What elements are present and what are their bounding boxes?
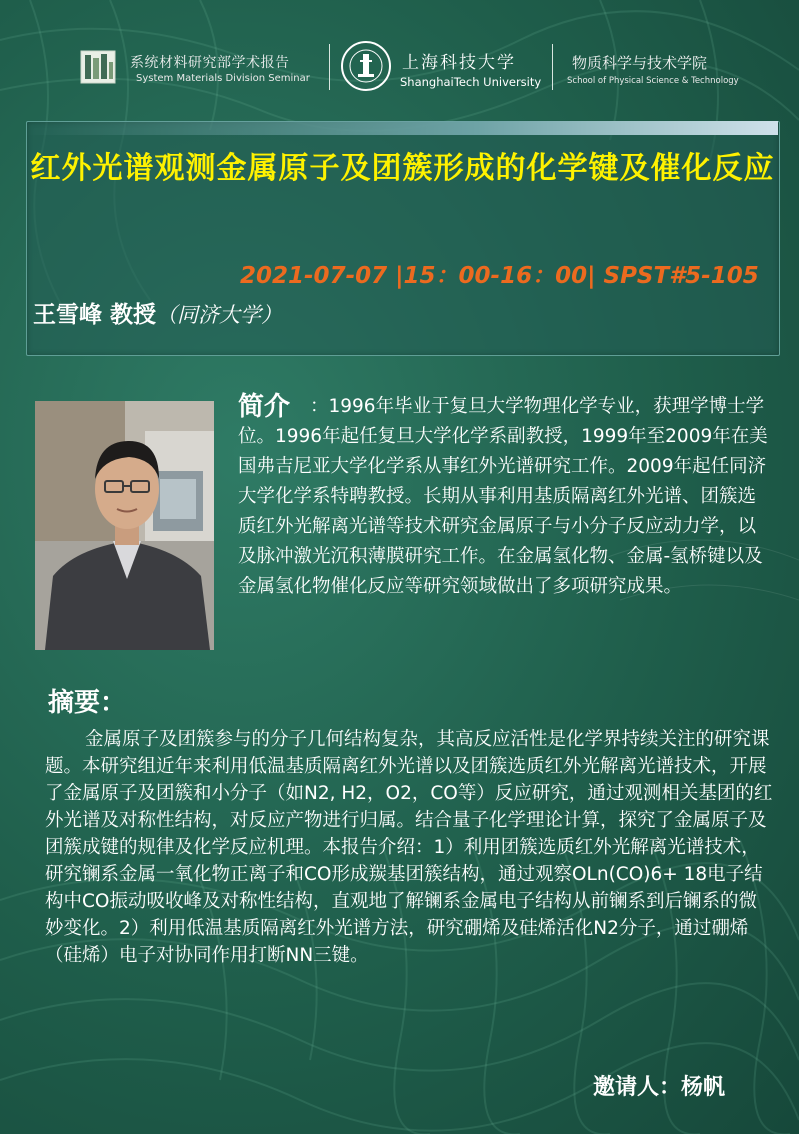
speaker-affiliation: （同济大学） — [156, 303, 283, 327]
talk-datetime-location: 2021-07-07 |15：00-16：00| SPST#5-105 — [240, 263, 759, 289]
title-panel-gradient-bar — [26, 121, 778, 135]
school-name-en: School of Physical Science & Technology — [567, 76, 739, 86]
seminar-title-cn: 系统材料研究部学术报告 — [130, 55, 290, 71]
shanghaitech-seal-icon — [340, 40, 392, 92]
inviter: 邀请人：杨帆 — [593, 1075, 726, 1100]
university-name-en: ShanghaiTech University — [400, 75, 542, 89]
abstract-label: 摘要： — [48, 688, 127, 718]
bio-label: 简介 — [238, 392, 291, 422]
header-bar — [0, 38, 799, 102]
header-divider — [329, 44, 330, 90]
school-name-cn: 物质科学与技术学院 — [572, 54, 708, 72]
speaker-line — [33, 296, 282, 329]
abstract-text: 金属原子及团簇参与的分子几何结构复杂，其高反应活性是化学界持续关注的研究课题。本研究组近年来利用低温基质隔离红外光谱以及团簇选质红外光解离光谱技术，开展了金属原子及团簇和小分子（如N2, H2，O2，CO等）反应研究，通过观测相关基团的红外光谱及对称性结构，对反应产物进行归属。结合量子化学理论计算，探究了金属原子及团簇成键的规律及化学反应机理。本报告介绍：1）利用团簇选质红外光解离光谱技术，研究镧系金属一氧化物正离子和CO形成羰基团簇结构，通过观察OLn(CO)6+ 18电子结构中CO振动吸收峰及对称性结构，直观地了解镧系金属电子结构从前镧系到后镧系的微妙变化。2）利用低温基质隔离红外光谱方法，研究硼烯及硅烯活化N2分子，通过硼烯（硅烯）电子对协同作用打断NN三键。 — [45, 729, 773, 966]
speaker-name: 王雪峰 教授 — [33, 302, 157, 328]
speaker-photo — [35, 401, 214, 650]
header-divider — [552, 44, 553, 90]
bio-text: ：1996年毕业于复旦大学物理化学专业，获理学博士学位。1996年起任复旦大学化学系副教授，1999年至2009年在美国弗吉尼亚大学化学系从事红外光谱研究工作。2009年起任同济大学化学系特聘教授。长期从事利用基质隔离红外光谱、团簇选质红外光解离光谱等技术研究金属原子与小分子反应动力学，以及脉冲激光沉积薄膜研究工作。在金属氢化物、金属-氢桥键以及金属氢化物催化反应等研究领域做出了多项研究成果。 — [238, 396, 768, 597]
seminar-title-en: System Materials Division Seminar — [136, 73, 310, 84]
talk-title: 红外光谱观测金属原子及团簇形成的化学键及催化反应 — [30, 151, 775, 186]
system-materials-logo-icon — [80, 50, 116, 84]
university-name-cn: 上海科技大学 — [402, 53, 516, 73]
